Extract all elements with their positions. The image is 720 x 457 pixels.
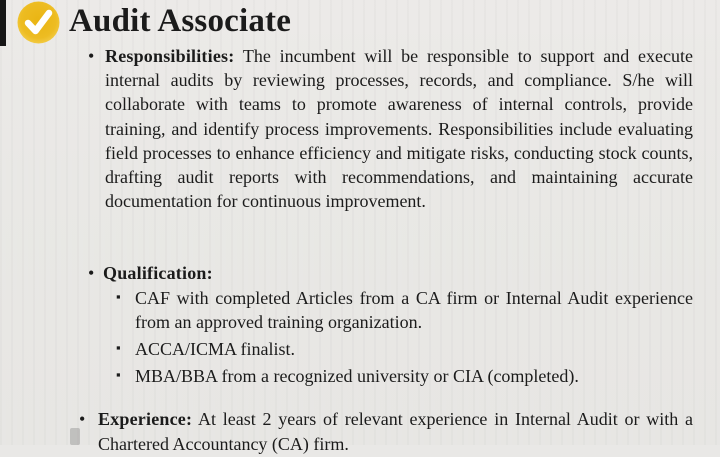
- square-bullet: ▪: [116, 367, 121, 382]
- experience-paragraph: [98, 407, 693, 457]
- bullet-point: •: [88, 46, 95, 66]
- qualification-item: [116, 337, 693, 361]
- responsibilities-label: Responsibilities:: [105, 46, 235, 66]
- qualification-item-text: CAF with completed Articles from a CA firm or Internal Audit experience from an approved training organization.: [135, 288, 693, 332]
- responsibilities-paragraph: [105, 44, 693, 213]
- experience-text: At least 2 years of relevant experience in Internal Audit or with a Chartered Accountancy (CA) firm.: [98, 409, 693, 454]
- qualification-item-text: MBA/BBA from a recognized university or CIA (completed).: [135, 366, 579, 386]
- qualification-item: [116, 364, 693, 388]
- qualification-item-text: ACCA/ICMA finalist.: [135, 339, 296, 359]
- qualification-heading: Qualification:: [103, 263, 213, 283]
- qualification-list: [116, 286, 693, 391]
- page-title: Audit Associate: [69, 3, 292, 39]
- bullet-point: •: [79, 409, 86, 429]
- bullet-point: •: [88, 263, 95, 283]
- check-badge-icon: [17, 1, 60, 44]
- experience-label: Experience:: [98, 409, 193, 429]
- responsibilities-text: The incumbent will be responsible to support and execute internal audits by reviewing processes, records, and compliance. S/he will collaborate with teams to promote awareness of internal controls, provide training, and identify process improvements. Responsibilities include evaluating field processes to enhance efficiency and mitigate risks, conducting stock counts, drafting audit reports with recommendations, and maintaining accurate documentation for continuous improvement.: [105, 46, 693, 212]
- square-bullet: ▪: [116, 289, 121, 304]
- page-edge-artifact: [0, 0, 6, 46]
- check-badge-svg: [17, 1, 60, 44]
- qualification-item: [116, 286, 693, 334]
- square-bullet: ▪: [116, 340, 121, 355]
